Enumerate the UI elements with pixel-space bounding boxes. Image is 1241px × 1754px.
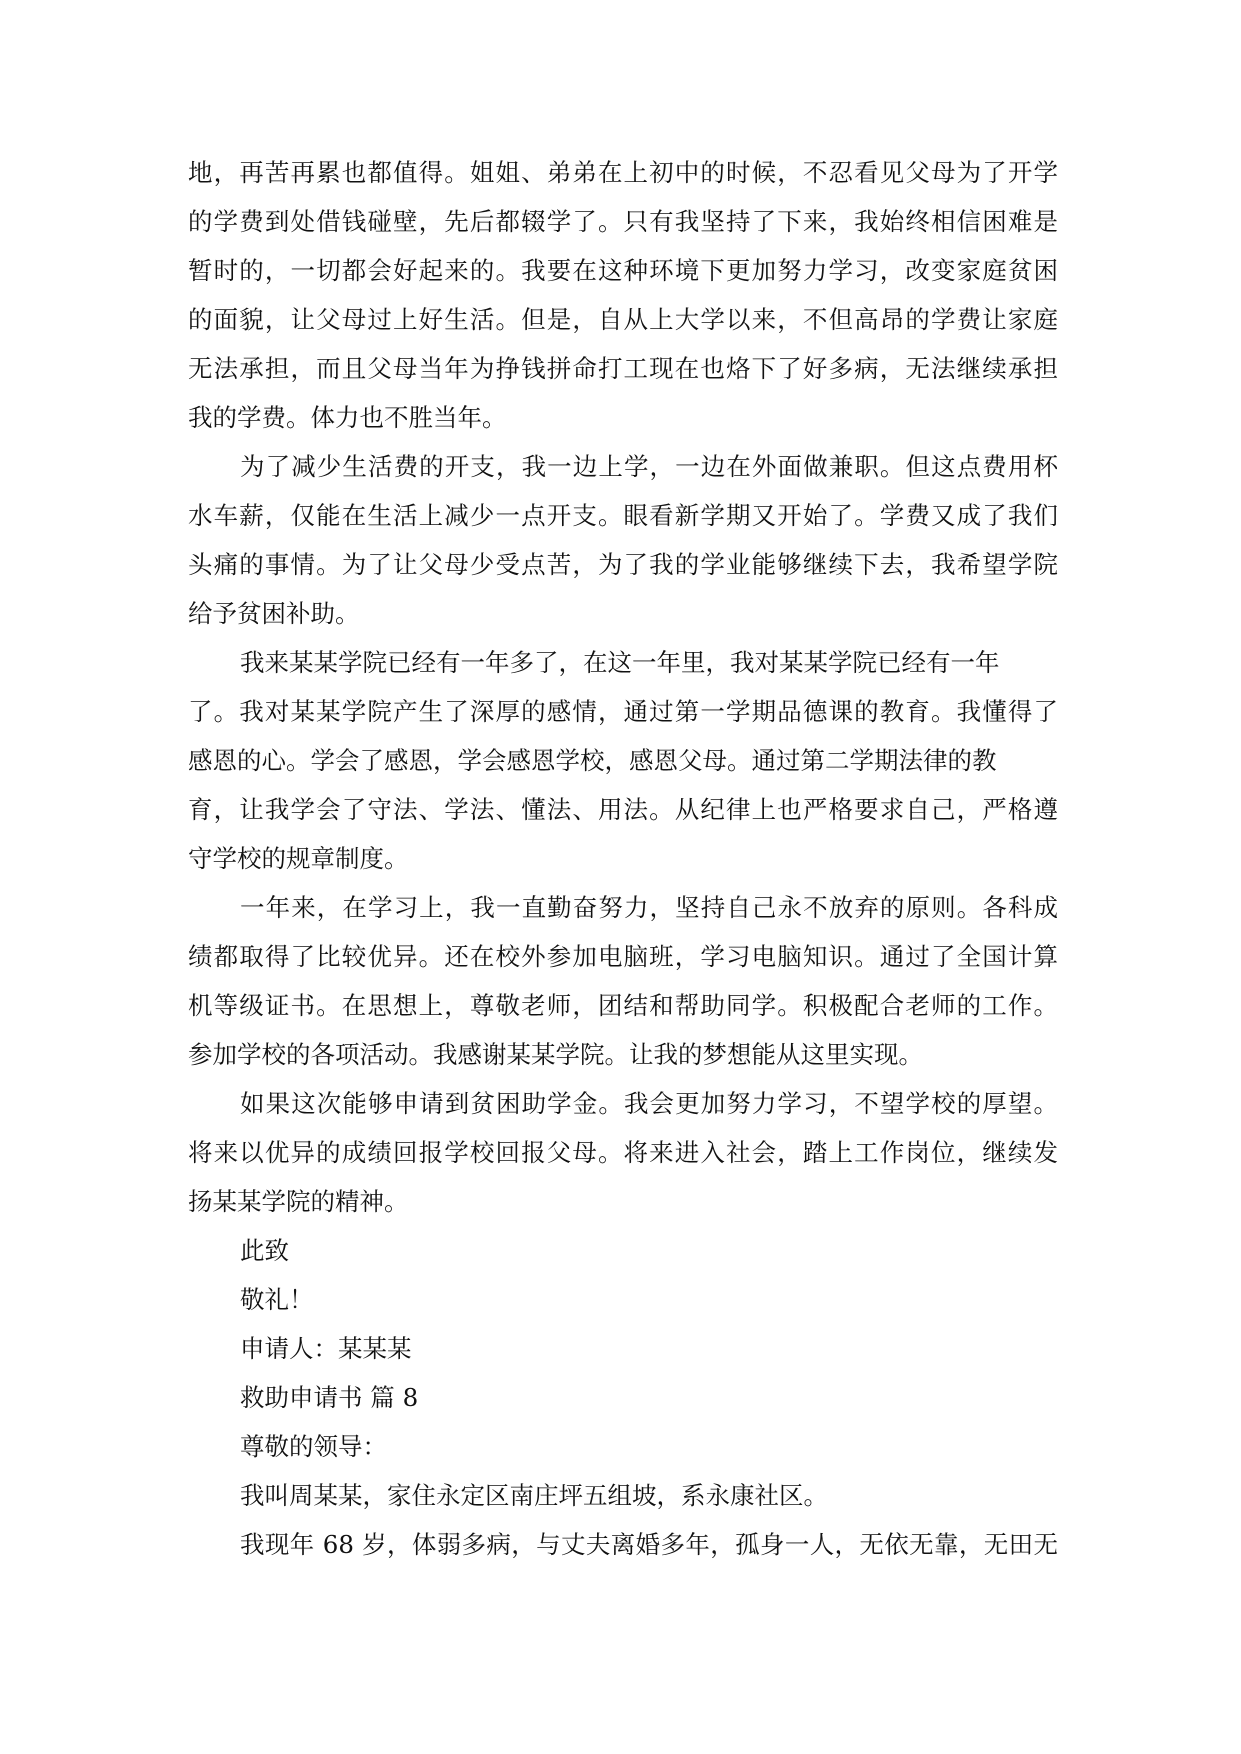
text-line: 的学费到处借钱碰壁，先后都辍学了。只有我坚持了下来，我始终相信困难是 [188,207,1058,236]
text-line: 头痛的事情。为了让父母少受点苦，为了我的学业能够继续下去，我希望学院 [188,550,1058,579]
text-line: 无法承担，而且父母当年为挣钱拼命打工现在也烙下了好多病，无法继续承担 [188,354,1058,383]
text-line: 机等级证书。在思想上，尊敬老师，团结和帮助同学。积极配合老师的工作。 [188,991,1058,1020]
text-line: 为了减少生活费的开支，我一边上学，一边在外面做兼职。但这点费用杯 [240,452,1058,481]
text-line: 育，让我学会了守法、学法、懂法、用法。从纪律上也严格要求自己，严格遵 [188,795,1058,824]
text-line: 救助申请书 篇 8 [240,1383,419,1412]
text-line: 我现年 68 岁，体弱多病，与丈夫离婚多年，孤身一人，无依无靠，无田无 [240,1530,1058,1559]
text-line: 了。我对某某学院产生了深厚的感情，通过第一学期品德课的教育。我懂得了 [188,697,1058,726]
text-line: 我的学费。体力也不胜当年。 [188,403,507,432]
text-line: 守学校的规章制度。 [188,844,409,873]
text-line: 地，再苦再累也都值得。姐姐、弟弟在上初中的时候，不忍看见父母为了开学 [188,158,1058,187]
text-line: 尊敬的领导： [240,1432,387,1461]
text-line: 将来以优异的成绩回报学校回报父母。将来进入社会，踏上工作岗位，继续发 [188,1138,1058,1167]
text-line: 参加学校的各项活动。我感谢某某学院。让我的梦想能从这里实现。 [188,1040,923,1069]
text-line: 如果这次能够申请到贫困助学金。我会更加努力学习，不望学校的厚望。 [240,1089,1058,1118]
text-line: 感恩的心。学会了感恩，学会感恩学校，感恩父母。通过第二学期法律的教 [188,746,997,775]
text-line: 一年来，在学习上，我一直勤奋努力，坚持自己永不放弃的原则。各科成 [240,893,1058,922]
text-line: 绩都取得了比较优异。还在校外参加电脑班，学习电脑知识。通过了全国计算 [188,942,1058,971]
text-line: 给予贫困补助。 [188,599,360,628]
text-line: 敬礼！ [240,1285,314,1314]
text-line: 我来某某学院已经有一年多了，在这一年里，我对某某学院已经有一年 [240,648,1000,677]
text-line: 水车薪，仅能在生活上减少一点开支。眼看新学期又开始了。学费又成了我们 [188,501,1058,530]
text-line: 此致 [240,1236,289,1265]
text-line: 申请人：某某某 [240,1334,412,1363]
document-body [188,158,1058,1579]
text-line: 暂时的，一切都会好起来的。我要在这种环境下更加努力学习，改变家庭贫困 [188,256,1058,285]
text-line: 的面貌，让父母过上好生活。但是，自从上大学以来，不但高昂的学费让家庭 [188,305,1058,334]
text-line: 我叫周某某，家住永定区南庄坪五组坡，系永康社区。 [240,1481,828,1510]
text-line: 扬某某学院的精神。 [188,1187,409,1216]
